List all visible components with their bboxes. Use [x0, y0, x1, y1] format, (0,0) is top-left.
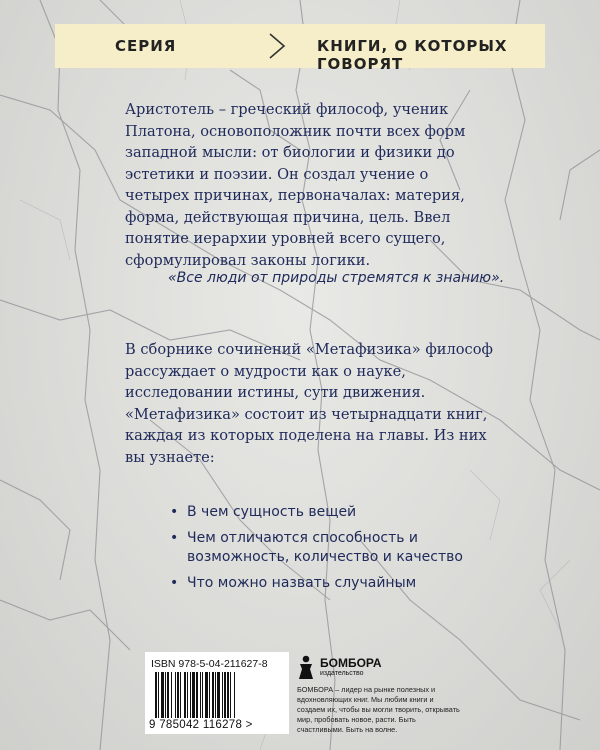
barcode-bar	[184, 672, 186, 718]
barcode-bar	[205, 672, 208, 718]
bombora-logo-icon	[297, 655, 315, 681]
isbn-barcode-box	[145, 652, 289, 734]
barcode-bar	[192, 672, 195, 718]
list-item-text: В чем сущность вещей	[187, 504, 357, 520]
author-quote: «Все люди от природы стремятся к знанию».	[168, 270, 505, 286]
list-item-text: Чем отличаются способность и возможность, количество и качество	[187, 530, 463, 565]
series-label: СЕРИЯ	[115, 37, 177, 55]
list-item-text: Что можно назвать случайным	[187, 575, 417, 591]
barcode-bar	[161, 672, 164, 718]
barcode-bar	[180, 672, 181, 718]
barcode-bar	[190, 672, 191, 718]
bullet-dot: •	[170, 530, 179, 546]
barcode-digits: 9 785042 116278 >	[149, 719, 253, 731]
book-description-paragraph: В сборнике сочинений «Метафизика» философ рассуждает о мудрости как о науке, исследовании истины, сути движения. «Метафизика» состоит из четырнадцати книг, каждая из которых поделена на главы. Из них вы узнаете:	[125, 341, 493, 466]
barcode-bar	[155, 672, 157, 718]
barcode-bar	[234, 672, 235, 718]
publisher-subtitle: издательство	[320, 670, 364, 677]
barcode-bar	[175, 672, 176, 718]
barcode-bar	[158, 672, 159, 718]
series-title: КНИГИ, О КОТОРЫХ ГОВОРЯТ	[317, 37, 508, 73]
isbn-label: ISBN 978-5-04-211627-8	[151, 658, 268, 670]
author-intro-paragraph: Аристотель – греческий философ, ученик Платона, основоположник почти всех форм западной мысли: от биологии и физики до эстетики и поэзии. Он создал учение о четырех причинах, первоначалах: материя, форма, действующая причина, цель. Ввел понятие иерархии уровней всего сущего, сформулировал законы логики.	[125, 101, 466, 269]
barcode-bar	[222, 672, 223, 718]
publisher-description: БОМБОРА – лидер на рынке полезных и вдохновляющих книг. Мы любим книги и создаем их, чтобы вы могли творить, открывать мир, пробовать новое, расти. Быть счастливыми. Быть на волне.	[297, 685, 460, 734]
barcode-bar	[171, 672, 172, 718]
barcode-bar	[212, 672, 214, 718]
barcode-bar	[224, 672, 226, 718]
barcode-bar	[227, 672, 229, 718]
barcode-graphic	[151, 672, 283, 718]
barcode-bar	[177, 672, 179, 718]
barcode-bar	[209, 672, 210, 718]
list-item	[170, 503, 490, 522]
series-banner	[55, 24, 545, 73]
barcode-bar	[215, 672, 216, 718]
barcode-bar	[196, 672, 198, 718]
list-item	[170, 529, 490, 567]
barcode-bar	[187, 672, 188, 718]
topics-list	[170, 503, 490, 600]
barcode-bar	[167, 672, 169, 718]
publisher-name: БОМБОРА	[320, 656, 382, 670]
bullet-dot: •	[170, 504, 179, 520]
barcode-bar	[230, 672, 231, 718]
barcode-bar	[202, 672, 203, 718]
list-item	[170, 574, 490, 593]
chevron-right-icon	[267, 33, 287, 59]
barcode-bar	[200, 672, 201, 718]
bullet-dot: •	[170, 575, 179, 591]
barcode-bar	[217, 672, 220, 718]
barcode-bar	[165, 672, 166, 718]
